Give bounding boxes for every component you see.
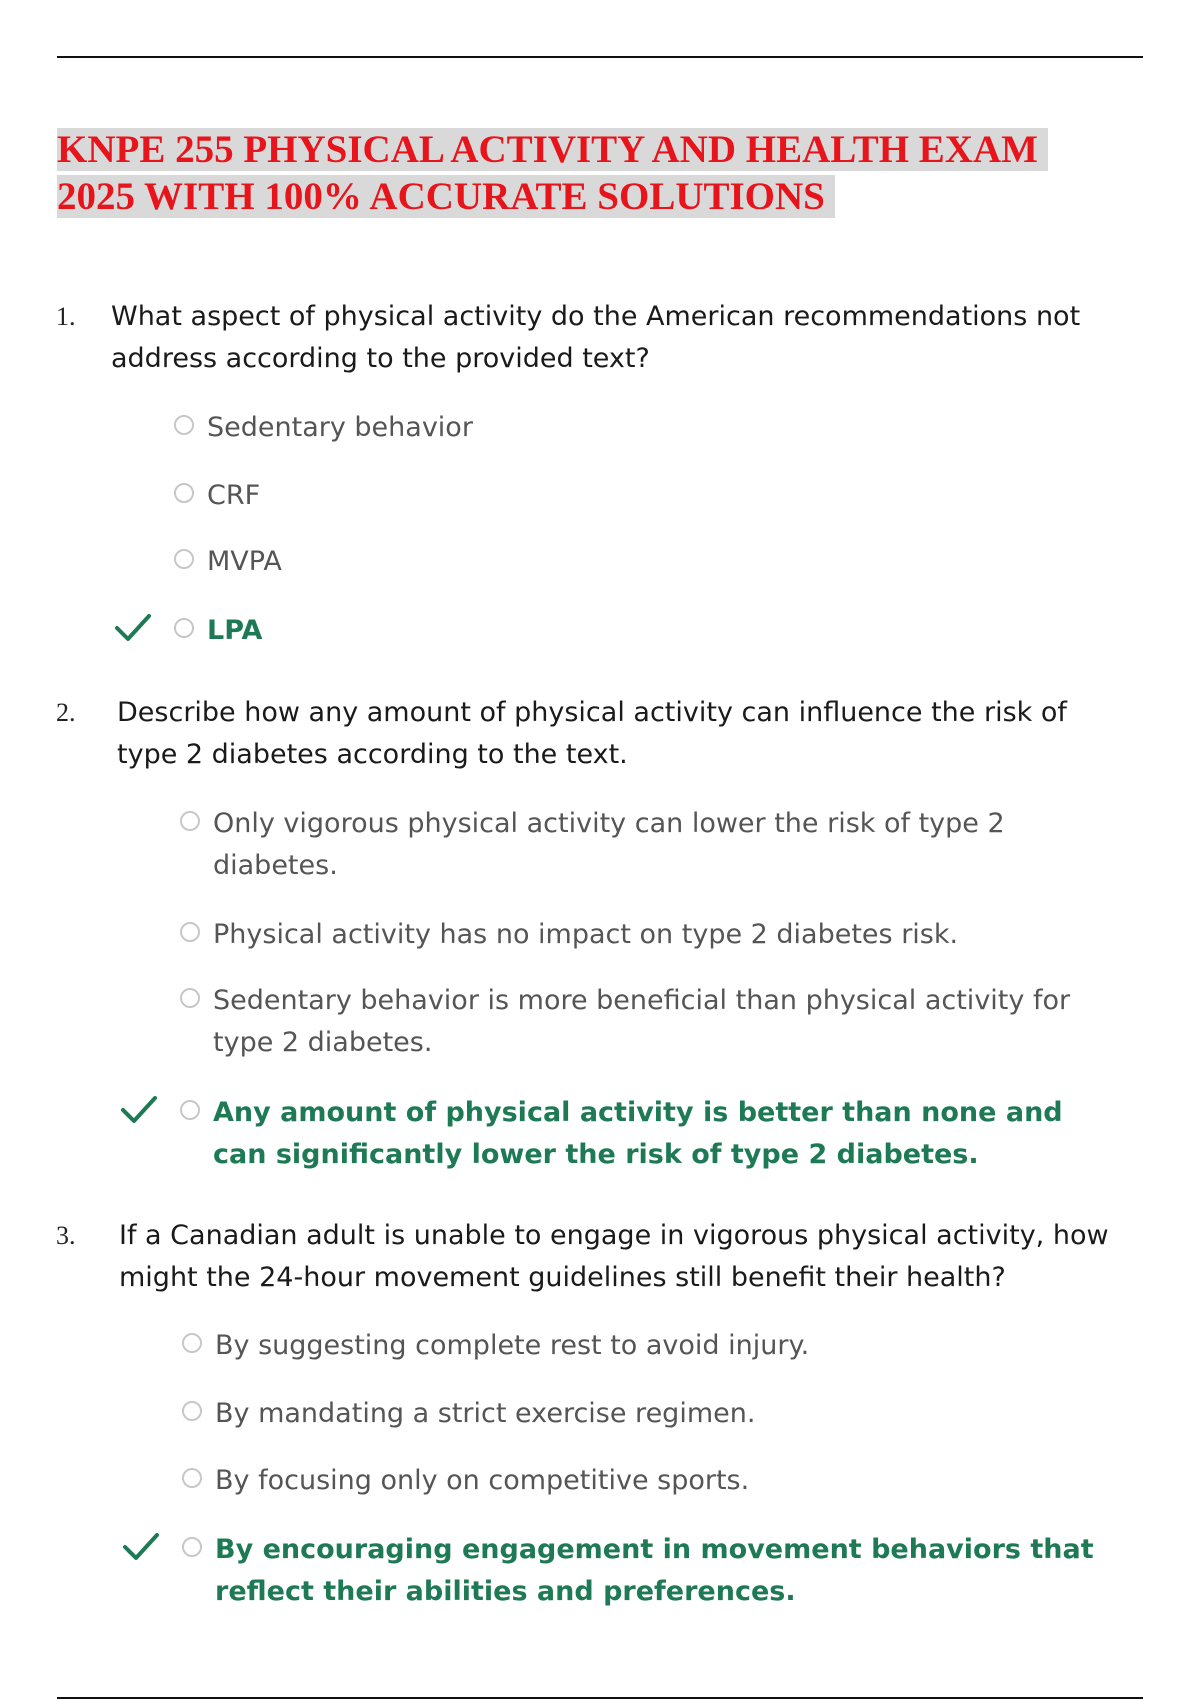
option-label: Only vigorous physical activity can lower the risk of type 2 diabetes. [213,808,1005,881]
radio-icon[interactable] [180,988,200,1008]
radio-icon[interactable] [182,1537,202,1557]
top-divider [57,56,1143,58]
title-line-2: 2025 WITH 100% ACCURATE SOLUTIONS [57,175,835,218]
question-number: 3. [56,1221,76,1250]
radio-icon[interactable] [174,415,194,435]
check-icon [114,610,152,644]
option-label: Sedentary behavior is more beneficial than physical activity for type 2 diabetes. [213,985,1071,1058]
option-label: Sedentary behavior [207,412,473,443]
title-line-1: KNPE 255 PHYSICAL ACTIVITY AND HEALTH EXAM [57,128,1048,171]
radio-icon[interactable] [180,1100,200,1120]
option-label: CRF [207,480,261,511]
radio-icon[interactable] [180,922,200,942]
check-icon [122,1529,160,1563]
option-label-correct: LPA [207,615,263,646]
question-text: Describe how any amount of physical activity can influence the risk of type 2 diabetes according to the text. [117,697,1067,770]
option-label: By focusing only on competitive sports. [215,1465,750,1496]
question-text: If a Canadian adult is unable to engage in vigorous physical activity, how might the 24-hour movement guidelines still benefit their health? [119,1220,1109,1293]
option-label: By mandating a strict exercise regimen. [215,1398,756,1429]
radio-icon[interactable] [182,1401,202,1421]
option-label: MVPA [207,546,282,577]
option-label: By suggesting complete rest to avoid injury. [215,1330,810,1361]
radio-icon[interactable] [182,1333,202,1353]
question-number: 1. [56,302,76,331]
radio-icon[interactable] [182,1468,202,1488]
option-label-correct: By encouraging engagement in movement behaviors that reflect their abilities and preferences. [215,1534,1094,1607]
option-label-correct: Any amount of physical activity is better than none and can significantly lower the risk of type 2 diabetes. [213,1097,1063,1170]
radio-icon[interactable] [174,618,194,638]
radio-icon[interactable] [180,811,200,831]
option-label: Physical activity has no impact on type 2 diabetes risk. [213,919,959,950]
document-title [57,126,1117,220]
radio-icon[interactable] [174,483,194,503]
bottom-divider [57,1697,1143,1699]
radio-icon[interactable] [174,549,194,569]
check-icon [120,1092,158,1126]
question-text: What aspect of physical activity do the American recommendations not address according to the provided text? [111,301,1081,374]
question-number: 2. [56,698,76,727]
